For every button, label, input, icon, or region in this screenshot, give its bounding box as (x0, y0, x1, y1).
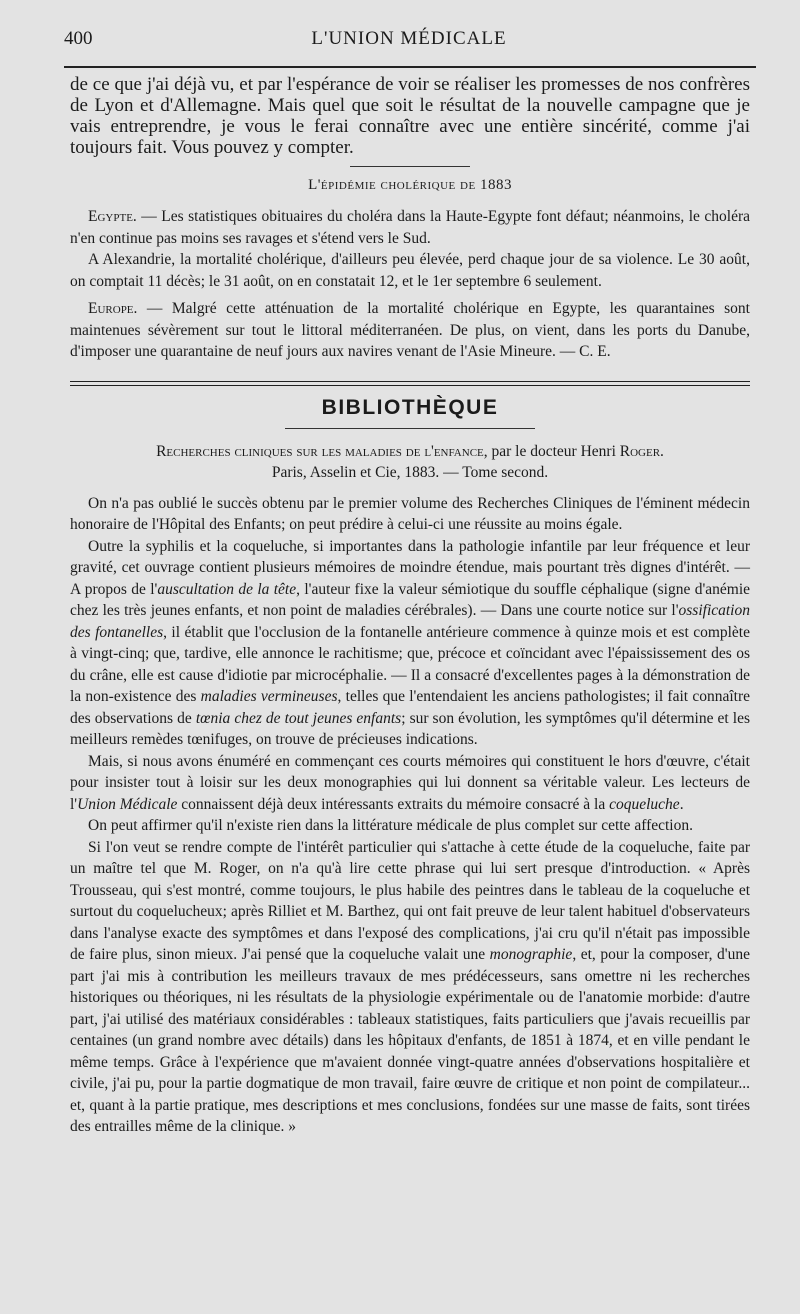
section-separator (350, 166, 470, 167)
book-by: par le docteur Henri (487, 442, 620, 460)
egypt-label: Egypte. (88, 208, 137, 225)
book-title: Recherches cliniques sur les maladies de l'enfance, (156, 442, 488, 460)
intro-paragraph: de ce que j'ai déjà vu, et par l'espérance de voir se réaliser les promesses de nos confrères de Lyon et d'Allemagne. Mais quel que soit le résultat de la nouvelle campagne que je vais entreprendre, je vous le ferai connaître avec une entière sincérité, comme j'ai toujours fait. Vous pouvez y compter. (70, 74, 750, 158)
review-paragraph (70, 493, 750, 536)
review-paragraph (70, 536, 750, 751)
book-title-line (70, 441, 750, 462)
text-run: , et, pour la composer, d'une part j'ai mis à contribution les meilleurs travaux de mes prédécesseurs, sans omettre ni les recherches historiques ou théoriques, ni les résultats de la physiologie expérimentale ou de l'anatomie morbide: d'autre part, j'ai utilisé des matériaux considérables : tableaux statistiques, faits particuliers que j'avais recueillis par centaines (un grand nombre avec détails) dans les hôpitaux d'enfants, de 1851 à 1874, et en ville pendant le même temps. Grâce à l'expérience que m'avaient donnée vingt-quatre années d'observations hospitalière et civile, j'ai pu, pour la partie dogmatique de mon travail, faire œuvre de critique et non point de compilateur... et, quant à la partie pratique, mes descriptions et mes conclusions, fondées sur une masse de faits, sont tirées des entrailles même de la clinique. » (70, 946, 750, 1135)
book-publication: Paris, Asselin et Cie, 1883. — Tome second. (271, 463, 549, 481)
review-paragraph (70, 815, 750, 837)
page-header (64, 28, 754, 58)
review-paragraph (70, 837, 750, 1138)
text-run: Si l'on veut se rendre compte de l'intérêt particulier qui s'attache à cette étude de la coqueluche, faite par un maître tel que M. Roger, on n'a qu'à lire cette phrase qui lui sert presque d'introduction. « Après Trousseau, qui s'est montré, comme toujours, le plus habile des peintres dans le tableau de la coqueluche et surtout du coquelucheux; après Rilliet et M. Barthez, qui ont fait preuve de leur talent habituel d'observateurs dans l'analyse exacte des symptômes et dans l'exposé des complications, j'ai cru qu'il n'était pas impossible de faire plus, sinon mieux. J'ai pensé que la coqueluche valait une (70, 838, 750, 963)
text-run: , il établit que l'occlusion de la fontanelle antérieure commence à quinze mois et est complète à vingt-cinq; que, tardive, elle annonce le rachitisme; que, précoce et coïncidant avec l'épaississement des os du crâne, elle est cause d'idiotie par microcéphalie. — Il a consacré d'excellentes pages à la démonstration de la non-existence des (70, 623, 750, 705)
page-body (70, 74, 750, 1138)
italic-phrase: tœnia chez de tout jeunes enfants (195, 709, 402, 727)
italic-phrase: monographie (489, 946, 573, 963)
text-run: . (679, 795, 684, 813)
page-number: 400 (64, 28, 93, 49)
epidemic-section-title (70, 177, 750, 194)
italic-phrase: ossification des fontanelles (70, 602, 750, 641)
egypt-paragraph (70, 206, 750, 249)
egypt-text: — Les statistiques obituaires du choléra dans la Haute-Egypte font défaut; néanmoins, le choléra n'en continue pas moins ses ravages et s'étend vers le Sud. (70, 208, 750, 247)
heading-underline (285, 428, 535, 429)
europe-paragraph (70, 298, 750, 363)
europe-text: — Malgré cette atténuation de la mortalité cholérique en Egypte, les quarantaines sont maintenues sévèrement sur tout le littoral méditerranéen. De plus, on vient, dans les ports du Danube, d'imposer une quarantaine de neuf jours aux navires venant de l'Asie Mineure. — C. E. (70, 300, 750, 360)
review-body (70, 493, 750, 1138)
text-run: connaissent déjà deux intéressants extraits du mémoire consacré à la (177, 795, 610, 813)
review-paragraph (70, 751, 750, 816)
text-run: On n'a pas oublié le succès obtenu par le premier volume des Recherches Cliniques de l'éminent médecin honoraire de l'Hôpital des Enfants; on peut prédire à celui-ci une réussite au moins égale. (70, 494, 750, 533)
text-run: , telles que l'entendaient les anciens pathologistes; il fait connaître des observations de (70, 688, 750, 727)
alexandria-paragraph: A Alexandrie, la mortalité cholérique, d'ailleurs peu élevée, perd chaque jour de sa violence. Le 30 août, on comptait 11 décès; le 31 août, on en constatait 12, et le 1er septembre 6 seulement. (70, 251, 750, 290)
europe-label: Europe. (88, 300, 138, 317)
running-title: L'UNION MÉDICALE (311, 28, 507, 49)
text-run: Mais, si nous avons énuméré en commençant ces courts mémoires qui constituent le hors d'œuvre, c'était pour insister tout à loisir sur les deux monographies qui lui donnent sa véritable valeur. Les lecteurs de l' (70, 752, 750, 813)
book-author: Roger. (619, 442, 664, 460)
bibliotheque-heading: BIBLIOTHÈQUE (321, 395, 499, 419)
text-run: Outre la syphilis et la coqueluche, si importantes dans la pathologie infantile par leur fréquence et leur gravité, cet ouvrage contient plusieurs mémoires de moindre étendue, mais pourtant très dignes d'intérêt. — A propos de l' (70, 537, 750, 598)
italic-phrase: auscultation de la tête (157, 580, 297, 598)
double-rule (70, 381, 750, 386)
italic-phrase: coqueluche (609, 795, 680, 813)
epidemic-title-text: L'épidémie cholérique de (308, 177, 476, 193)
text-run: On peut affirmer qu'il n'existe rien dans la littérature médicale de plus complet sur cette affection. (88, 817, 693, 834)
book-reference (70, 441, 750, 483)
text-run: ; sur son évolution, les symptômes qu'il détermine et les meilleurs remèdes tœnifuges, on trouve de précieuses indications. (70, 709, 751, 748)
text-run: , l'auteur fixe la valeur sémiotique du souffle céphalique (signe d'anémie chez les très jeunes enfants, et non point de maladies cérébrales). — Dans une courte notice sur l' (70, 580, 751, 619)
italic-phrase: Union Médicale (77, 795, 178, 813)
header-rule (64, 66, 756, 68)
italic-phrase: maladies vermineuses (200, 688, 338, 705)
epidemic-title-year: 1883 (479, 177, 512, 193)
